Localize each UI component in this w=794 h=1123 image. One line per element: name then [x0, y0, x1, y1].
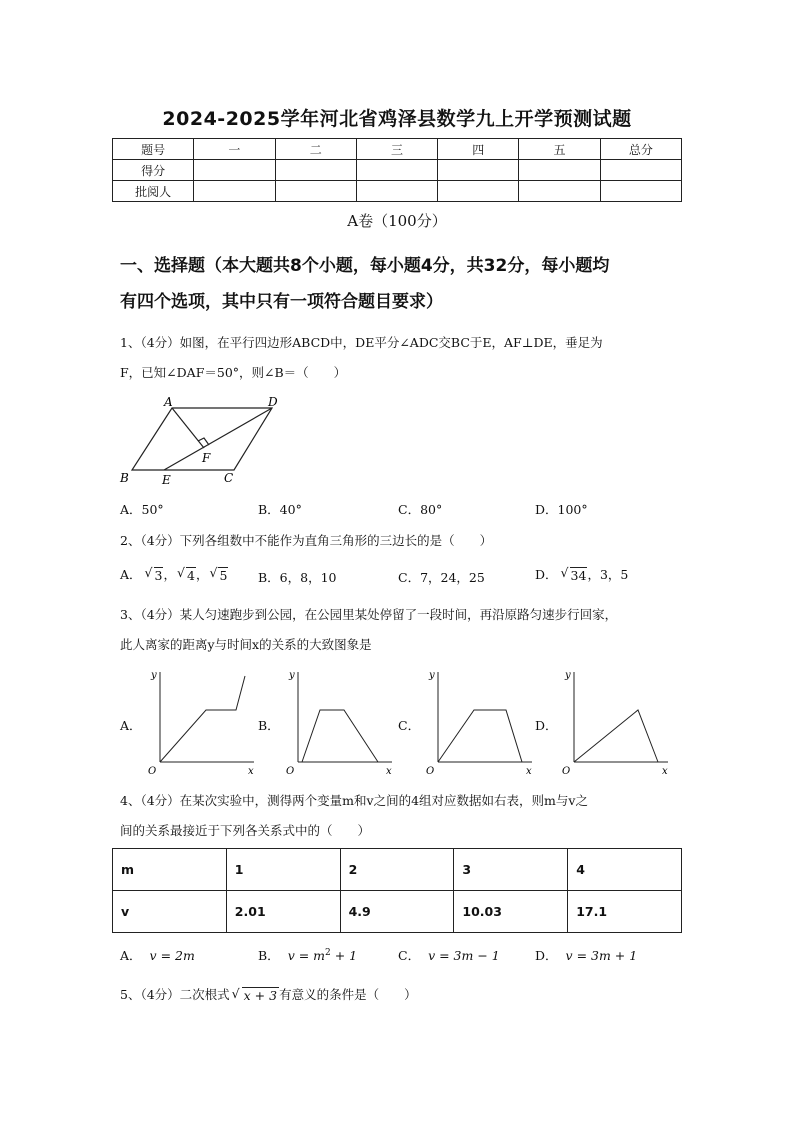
q3-line1: 3、（4分）某人匀速跑步到公园，在公园里某处停留了一段时间，再沿原路匀速步行回家，	[120, 607, 618, 622]
graph-line	[574, 710, 658, 762]
q5-post: 有意义的条件是（ ）	[279, 987, 417, 1002]
score-cell: 批阅人	[113, 181, 194, 202]
q1-option-b: B．40°	[258, 502, 302, 517]
score-cell	[356, 160, 437, 181]
label-b: B	[120, 471, 129, 485]
score-cell	[438, 160, 519, 181]
score-table-row	[113, 181, 682, 202]
table-cell: v	[113, 891, 227, 933]
axis-y-label: y	[289, 670, 295, 681]
score-cell	[438, 181, 519, 202]
table-cell: 2.01	[226, 891, 340, 933]
score-cell: 一	[194, 139, 275, 160]
separator: ，	[163, 567, 176, 582]
table-cell: 4	[568, 849, 682, 891]
origin-label: O	[286, 766, 295, 777]
q2-option-d-label: D．	[535, 567, 558, 582]
q1-option-c: C．80°	[398, 502, 443, 517]
score-cell	[275, 160, 356, 181]
axis-x-label: x	[662, 766, 668, 777]
q2-option-d	[535, 565, 628, 583]
score-cell	[275, 181, 356, 202]
score-cell: 四	[438, 139, 519, 160]
table-cell: 1	[226, 849, 340, 891]
q3-line2: 此人离家的距离y与时间x的关系的大致图象是	[120, 637, 372, 652]
sqrt-34: √ 34	[560, 565, 587, 583]
score-cell: 五	[519, 139, 600, 160]
section-a-title: A卷（100分）	[347, 212, 447, 230]
q4-option-b: B． $v = m^2 + 1$	[258, 947, 358, 963]
label-e: E	[162, 473, 171, 487]
q3-option-d-label: D．	[535, 718, 558, 733]
q3-graph-b	[282, 666, 400, 778]
sqrt-5: √ 5	[209, 565, 228, 583]
score-cell: 二	[275, 139, 356, 160]
score-table-header-row	[113, 139, 682, 160]
q4-line1: 4、（4分）在某次实验中，测得两个变量m和v之间的4组对应数据如右表，则m与v之	[120, 793, 588, 808]
score-cell	[194, 160, 275, 181]
score-cell: 题号	[113, 139, 194, 160]
q2-option-b: B．6，8，10	[258, 570, 337, 585]
sqrt-3: √ 3	[144, 565, 163, 583]
score-cell	[356, 181, 437, 202]
graph-line	[438, 710, 522, 762]
part1-heading-line1: 一、选择题（本大题共8个小题，每小题4分，共32分，每小题均	[120, 256, 610, 276]
table-cell: 3	[454, 849, 568, 891]
q1-line2: F，已知∠DAF＝50°，则∠B＝（ ）	[120, 365, 347, 380]
axis-x-label: x	[248, 766, 254, 777]
table-cell: 4.9	[340, 891, 454, 933]
score-cell	[194, 181, 275, 202]
score-cell	[519, 160, 600, 181]
table-cell: 17.1	[568, 891, 682, 933]
label-a: A	[164, 395, 173, 409]
score-table	[112, 138, 682, 202]
label-f: F	[202, 451, 211, 465]
origin-label: O	[148, 766, 157, 777]
q5-line	[120, 980, 690, 1010]
q1-line1: 1、（4分）如图，在平行四边形ABCD中，DE平分∠ADC交BC于E，AF⊥DE，垂足为	[120, 335, 603, 350]
q2-option-d-rest: ，3，5	[587, 567, 629, 582]
score-cell: 总分	[600, 139, 681, 160]
page-title: 2024-2025学年河北省鸡泽县数学九上开学预测试题	[162, 108, 632, 130]
segment-af	[172, 408, 204, 448]
sqrt-x-plus-3: √ x + 3	[231, 985, 278, 1003]
q3-option-a-label: A．	[120, 718, 142, 733]
q4-option-d: D． v = 3m + 1	[535, 948, 638, 963]
table-cell: m	[113, 849, 227, 891]
q1-parallelogram-figure	[112, 392, 292, 492]
axis-y-label: y	[429, 670, 435, 681]
right-angle-mark	[198, 438, 209, 445]
q2-option-a-label: A．	[120, 567, 142, 582]
score-cell	[600, 181, 681, 202]
origin-label: O	[562, 766, 571, 777]
q2-option-a	[120, 565, 228, 583]
score-cell	[519, 181, 600, 202]
q1-option-a: A．50°	[120, 502, 164, 517]
q4-data-table	[112, 848, 682, 933]
table-cell: 2	[340, 849, 454, 891]
score-cell: 得分	[113, 160, 194, 181]
q3-option-b-label: B．	[258, 718, 280, 733]
q3-graph-d	[558, 666, 676, 778]
q5-pre: 5、（4分）二次根式	[120, 987, 230, 1002]
table-row	[113, 849, 682, 891]
origin-label: O	[426, 766, 435, 777]
score-table-row	[113, 160, 682, 181]
score-cell	[600, 160, 681, 181]
separator: ，	[195, 567, 209, 582]
q4-option-c: C． v = 3m − 1	[398, 948, 500, 963]
sqrt-4: √ 4	[177, 565, 195, 583]
axis-y-label: y	[151, 670, 157, 681]
q2-text: 2、（4分）下列各组数中不能作为直角三角形的三边长的是（ ）	[120, 533, 493, 548]
label-d: D	[268, 395, 278, 409]
q4-option-a: A． v = 2m	[120, 948, 195, 963]
table-cell: 10.03	[454, 891, 568, 933]
table-row	[113, 891, 682, 933]
q1-option-d: D．100°	[535, 502, 588, 517]
q2-option-c: C．7，24，25	[398, 570, 485, 585]
graph-line	[160, 676, 245, 762]
q3-graph-a	[144, 666, 262, 778]
q4-line2: 间的关系最接近于下列各关系式中的（ ）	[120, 823, 371, 838]
q3-option-c-label: C．	[398, 718, 421, 733]
label-c: C	[224, 471, 234, 485]
q3-graph-c	[422, 666, 540, 778]
score-cell: 三	[356, 139, 437, 160]
graph-line	[302, 710, 378, 762]
axis-x-label: x	[526, 766, 532, 777]
axis-y-label: y	[565, 670, 571, 681]
axis-x-label: x	[386, 766, 392, 777]
part1-heading-line2: 有四个选项，其中只有一项符合题目要求）	[120, 292, 443, 312]
